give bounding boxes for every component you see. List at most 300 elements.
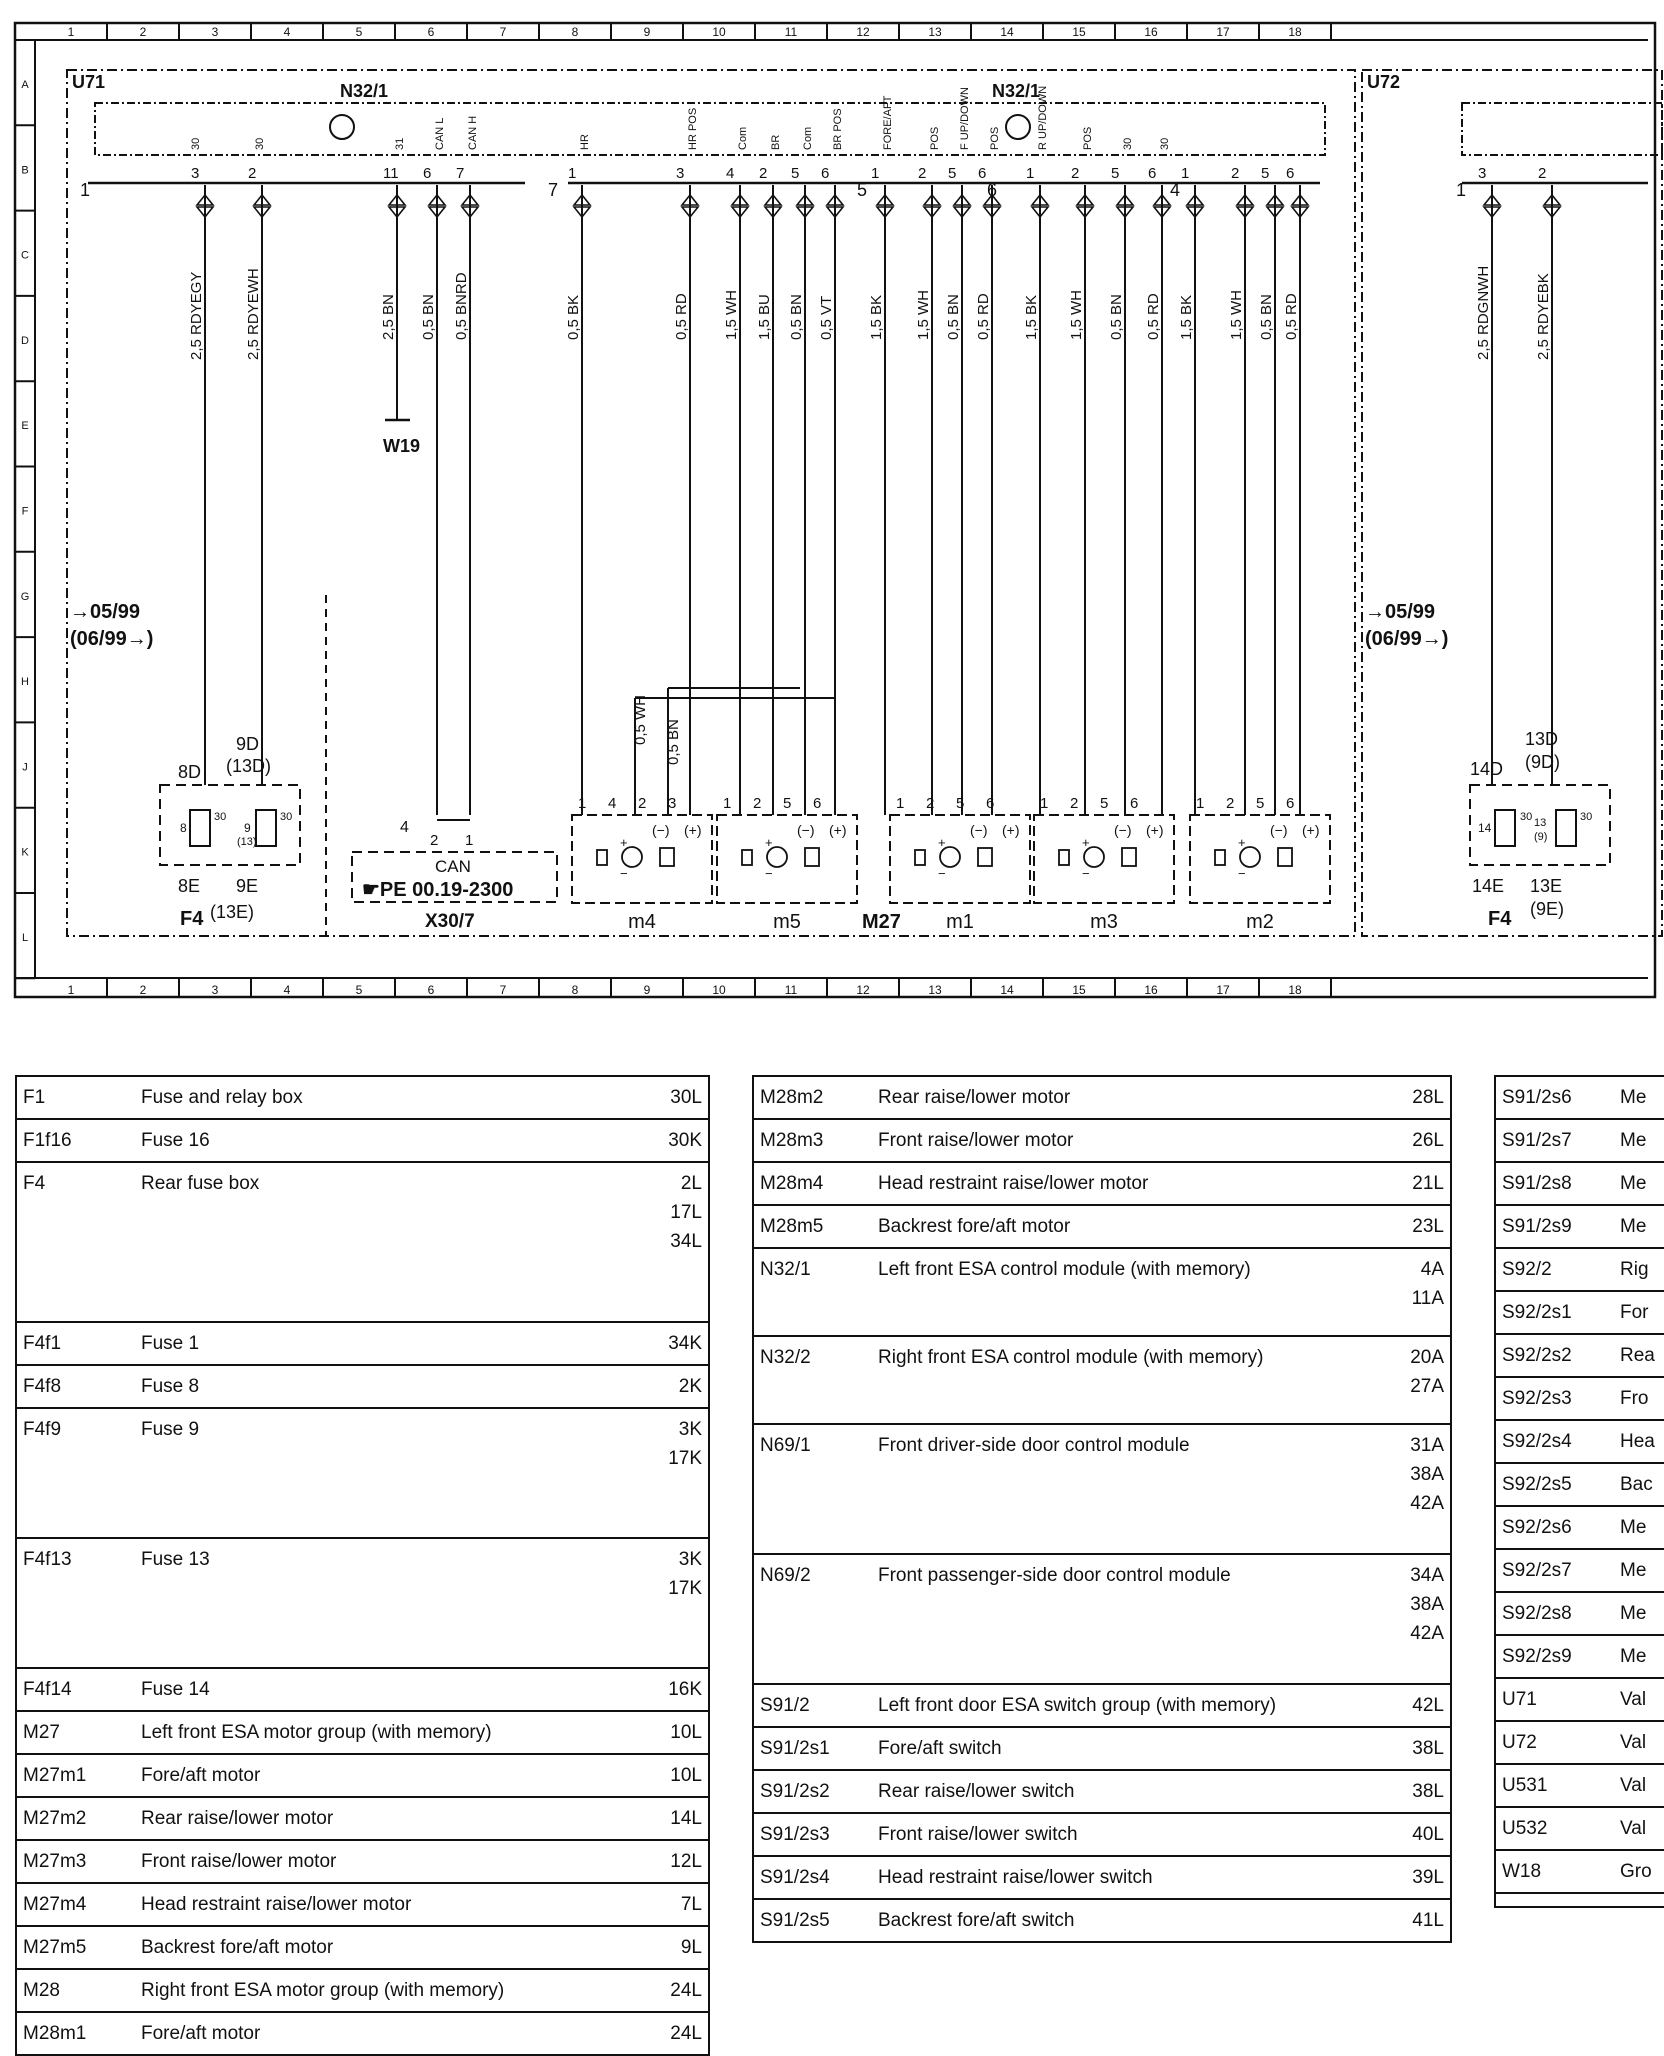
symbol-plus: + (938, 835, 946, 850)
date-from-left: →05/99 (70, 601, 141, 623)
component-code: F1 (23, 1087, 46, 1108)
grid-location (1392, 1900, 1450, 1941)
table-row (754, 1120, 1450, 1163)
grid-location-value: 17K (668, 1448, 702, 1469)
motor-pin-number: 3 (668, 795, 677, 812)
grid-location-value: 12L (670, 1851, 702, 1872)
grid-col-label-bottom: 9 (643, 983, 651, 997)
symbol-neg: (−) (970, 822, 988, 838)
module-pin-name: Com (737, 126, 749, 150)
table-row (1496, 1722, 1664, 1765)
motor-switch-icon (742, 850, 752, 865)
wire-color-label: 2,5 RDYEWH (245, 268, 262, 360)
component-code: N32/2 (760, 1347, 811, 1368)
wire-color-label: 0,5 BN (788, 294, 805, 340)
can-label: CAN (435, 857, 471, 876)
module-pin-name: 30 (1122, 137, 1134, 150)
component-description: Rear raise/lower switch (878, 1781, 1075, 1802)
grid-col-label-top: 6 (427, 25, 435, 39)
grid-col-label-bottom: 4 (283, 983, 291, 997)
date-to-right: (06/99→) (1365, 628, 1449, 650)
motor-pin-number: 5 (1100, 795, 1109, 812)
wire-color-label: 1,5 WH (1068, 289, 1085, 340)
component-code: S92/2s4 (1502, 1431, 1572, 1452)
wire-color-label: 0,5 VT (818, 295, 835, 340)
component-code: F4 (23, 1173, 46, 1194)
module-pin-number: 3 (1478, 165, 1487, 182)
component-description: Right front ESA control module (with memory) (878, 1347, 1264, 1368)
grid-col-label-top: 15 (1072, 25, 1086, 39)
group-number: 6 (987, 180, 998, 200)
module-pin-number: 6 (423, 165, 432, 182)
grid-col-label-top: 7 (499, 25, 507, 39)
component-description: Front raise/lower motor (141, 1851, 337, 1872)
fuse-box-sub: (13E) (210, 902, 255, 922)
symbol-minus: − (765, 866, 773, 881)
grid-col-label-top: 10 (712, 25, 726, 39)
table-row (1496, 1120, 1664, 1163)
module-pin-name: HR POS (687, 107, 699, 150)
motor-icon (1084, 847, 1104, 867)
table-row (1496, 1636, 1664, 1679)
component-description: For (1620, 1302, 1649, 1323)
table-row (1496, 1249, 1664, 1292)
fuse-icon (1495, 810, 1515, 846)
fuse-number: 8 (180, 821, 187, 835)
component-code: M28m2 (760, 1087, 824, 1108)
component-description: Fuse 9 (141, 1419, 200, 1440)
grid-col-label-top: 14 (1000, 25, 1014, 39)
legend-table-1 (15, 1075, 710, 2056)
fuse-box-label: F4 (180, 908, 204, 930)
component-description (1620, 1894, 1664, 1906)
grid-location (650, 1798, 708, 1839)
grid-location (1392, 1814, 1450, 1855)
component-code: M28 (23, 1980, 60, 2001)
grid-location (1392, 1120, 1450, 1161)
module-pin-name: POS (1082, 126, 1094, 150)
table-row (17, 2013, 708, 2056)
table-row (1496, 1378, 1664, 1421)
component-code: S92/2s8 (1502, 1603, 1572, 1624)
grid-location-value: 41L (1412, 1910, 1444, 1931)
component-code: M27m3 (23, 1851, 87, 1872)
module-pin-name: BR (770, 134, 782, 150)
component-code: U71 (1502, 1689, 1537, 1710)
grid-col-label-top: 1 (67, 25, 75, 39)
grid-location (650, 1712, 708, 1753)
motor-label: m2 (1246, 911, 1274, 933)
component-description: Val (1620, 1818, 1647, 1839)
grid-location (1392, 1337, 1450, 1423)
grid-col-label-top: 18 (1288, 25, 1302, 39)
module-pin-name: CAN H (467, 115, 479, 150)
component-description: Front raise/lower switch (878, 1824, 1078, 1845)
wire-color-label: 1,5 WH (723, 289, 740, 340)
table-row (754, 1249, 1450, 1337)
component-code: S91/2s8 (1502, 1173, 1572, 1194)
grid-location (650, 1884, 708, 1925)
component-code: S92/2s1 (1502, 1302, 1572, 1323)
grid-location-value: 3K (678, 1549, 702, 1570)
component-description: Val (1620, 1732, 1647, 1753)
table-row (754, 1077, 1450, 1120)
grid-location-value: 9L (680, 1937, 702, 1958)
component-code: M28m4 (760, 1173, 824, 1194)
component-description: Left front ESA motor group (with memory) (141, 1722, 492, 1743)
grid-location (1392, 1728, 1450, 1769)
fuse-icon (190, 810, 210, 846)
table-row (1496, 1335, 1664, 1378)
grid-location (1392, 1685, 1450, 1726)
component-code: S91/2s7 (1502, 1130, 1572, 1151)
wire-color-label: 1,5 BU (756, 294, 773, 340)
symbol-minus: − (1082, 866, 1090, 881)
grid-location (1392, 1077, 1450, 1118)
grid-col-label-bottom: 18 (1288, 983, 1302, 997)
grid-location (650, 1841, 708, 1882)
module-pin-number: 3 (676, 165, 685, 182)
table-row (1496, 1851, 1664, 1894)
component-description: Fuse 14 (141, 1679, 210, 1700)
grid-location (1392, 1771, 1450, 1812)
component-code: M28m1 (23, 2023, 87, 2044)
table-row (17, 1841, 708, 1884)
module-pin-name: CAN L (434, 117, 446, 150)
module-pin-number: 7 (456, 165, 465, 182)
motor-icon (940, 847, 960, 867)
table-row (17, 1539, 708, 1669)
can-pin: 4 (400, 819, 409, 836)
fuse-pin: 13D (1525, 729, 1559, 749)
wire-color-label: 2,5 RDYEBK (1535, 273, 1552, 360)
grid-location-value: 10L (670, 1722, 702, 1743)
wire-color-label: 0,5 BN (1258, 294, 1275, 340)
grid-location-value: 34K (668, 1333, 702, 1354)
grid-col-label-bottom: 11 (784, 983, 798, 997)
table-row (17, 1163, 708, 1323)
component-description: Fuse 8 (141, 1376, 200, 1397)
fuse-icon (256, 810, 276, 846)
component-code: F4f1 (23, 1333, 62, 1354)
grid-location-value: 23L (1412, 1216, 1444, 1237)
component-description: Head restraint raise/lower switch (878, 1867, 1153, 1888)
wiring-diagram (0, 0, 1648, 1010)
component-code: S92/2s2 (1502, 1345, 1572, 1366)
grid-location-value: 24L (670, 2023, 702, 2044)
component-code: S91/2s6 (1502, 1087, 1572, 1108)
sensor-icon (978, 848, 992, 866)
table-row (17, 1669, 708, 1712)
symbol-pos: (+) (1146, 822, 1164, 838)
module-pin-number: 1 (871, 165, 880, 182)
component-code: F1f16 (23, 1130, 72, 1151)
component-code: M27m1 (23, 1765, 87, 1786)
component-code: S91/2 (760, 1695, 810, 1716)
module-pin-number: 5 (791, 165, 800, 182)
component-code: N69/2 (760, 1565, 811, 1586)
component-description: Me (1620, 1603, 1647, 1624)
module-pin-name: BR POS (832, 108, 844, 150)
grid-location-value: 26L (1412, 1130, 1444, 1151)
motor-pin-number: 5 (783, 795, 792, 812)
grid-location-value: 34L (670, 1231, 702, 1252)
module-pin-name: F UP/DOWN (959, 87, 971, 150)
wire-color-label: 0,5 BN (945, 294, 962, 340)
fuse-number: 30 (1520, 811, 1533, 823)
symbol-neg: (−) (1114, 822, 1132, 838)
grid-location-value: 21L (1412, 1173, 1444, 1194)
component-description: Val (1620, 1689, 1647, 1710)
sensor-icon (805, 848, 819, 866)
table-row (17, 1884, 708, 1927)
grid-row-label: H (21, 676, 29, 689)
component-description: Fuse and relay box (141, 1087, 303, 1108)
module-pin-number: 2 (759, 165, 768, 182)
control-symbol-icon (1006, 115, 1030, 139)
table-row (1496, 1808, 1664, 1851)
component-code: M28m3 (760, 1130, 824, 1151)
motor-pin-number: 2 (1070, 795, 1079, 812)
fuse-pin: (9E) (1530, 899, 1565, 919)
grid-location-value: 38A (1410, 1464, 1444, 1485)
component-code: S92/2s9 (1502, 1646, 1572, 1667)
fuse-pin: (9D) (1525, 752, 1560, 772)
wire-color-label: 0,5 BN (420, 294, 437, 340)
grid-location-value: 30K (668, 1130, 702, 1151)
module-pin-number: 1 (568, 165, 577, 182)
motor-pin-number: 6 (986, 795, 995, 812)
grid-location (1392, 1555, 1450, 1683)
component-code: W18 (1502, 1861, 1542, 1882)
grid-col-label-bottom: 16 (1144, 983, 1158, 997)
module-pin-number: 1 (1026, 165, 1035, 182)
table-row (754, 1163, 1450, 1206)
grid-row-label: D (21, 334, 29, 347)
component-code: U531 (1502, 1775, 1548, 1796)
table-row (17, 1712, 708, 1755)
grid-location (650, 1409, 708, 1537)
fuse-pin: (13D) (226, 756, 272, 776)
table-row (754, 1337, 1450, 1425)
component-code: S92/2s6 (1502, 1517, 1572, 1538)
motor-pin-number: 1 (723, 795, 732, 812)
module-pin-name: POS (929, 126, 941, 150)
fuse-number: 13 (1534, 817, 1547, 829)
grid-col-label-bottom: 7 (499, 983, 507, 997)
table-row (754, 1814, 1450, 1857)
wire-color-label: 0,5 WH (632, 694, 649, 745)
motor-label: m3 (1090, 911, 1118, 933)
grid-col-label-top: 11 (784, 25, 798, 39)
fuse-number: (9) (1534, 831, 1548, 843)
grid-col-label-bottom: 13 (928, 983, 942, 997)
motor-switch-icon (1215, 850, 1225, 865)
sensor-icon (1122, 848, 1136, 866)
group-number: 1 (1456, 180, 1467, 200)
table-row (754, 1728, 1450, 1771)
fuse-pin: 8E (178, 876, 201, 896)
component-description: Backrest fore/aft switch (878, 1910, 1075, 1931)
component-code: M27m2 (23, 1808, 87, 1829)
module-pin-number: 6 (821, 165, 830, 182)
grid-col-label-top: 16 (1144, 25, 1158, 39)
fuse-number: 14 (1478, 821, 1492, 835)
grid-location-value: 28L (1412, 1087, 1444, 1108)
component-code: F4f14 (23, 1679, 72, 1700)
component-code: M27m4 (23, 1894, 87, 1915)
section-label-u71: U71 (72, 72, 106, 92)
module-pin-number: 5 (1111, 165, 1120, 182)
group-number: 5 (857, 180, 868, 200)
component-description: Fore/aft motor (141, 1765, 261, 1786)
wire-color-label: 2,5 RDYEGY (188, 271, 205, 360)
section-label-u72: U72 (1367, 72, 1401, 92)
table-row (754, 1900, 1450, 1943)
table-row (17, 1323, 708, 1366)
grid-col-label-bottom: 2 (139, 983, 147, 997)
component-code: U72 (1502, 1732, 1537, 1753)
fuse-pin: 14D (1470, 759, 1504, 779)
grid-col-label-top: 13 (928, 25, 942, 39)
fuse-number: (13) (237, 836, 257, 848)
grid-location-value: 27A (1410, 1376, 1444, 1397)
grid-location (650, 1323, 708, 1364)
grid-location (650, 1927, 708, 1968)
grid-location-value: 40L (1412, 1824, 1444, 1845)
motor-switch-icon (597, 850, 607, 865)
component-description: Rear fuse box (141, 1173, 260, 1194)
symbol-plus: + (1082, 835, 1090, 850)
motor-label: m4 (628, 911, 656, 933)
module-pin-number: 2 (1071, 165, 1080, 182)
grid-location (650, 2013, 708, 2054)
module-pin-name: 30 (190, 137, 202, 150)
motor-icon (622, 847, 642, 867)
module-pin-number: 2 (1538, 165, 1547, 182)
grid-location-value: 2L (680, 1173, 702, 1194)
component-code: S91/2s2 (760, 1781, 830, 1802)
module-pin-name: 30 (1159, 137, 1171, 150)
date-to-left: (06/99→) (70, 628, 154, 650)
table-row (1496, 1507, 1664, 1550)
grid-location-value: 24L (670, 1980, 702, 2001)
component-description: Val (1620, 1775, 1647, 1796)
grid-location-value: 30L (670, 1087, 702, 1108)
can-pin: 2 (430, 832, 439, 849)
legend-table-2 (752, 1075, 1452, 1943)
symbol-pos: (+) (684, 822, 702, 838)
can-pin: 1 (465, 832, 474, 849)
component-code: N32/1 (760, 1259, 811, 1280)
component-description: Rig (1620, 1259, 1649, 1280)
component-description: Rea (1620, 1345, 1655, 1366)
component-description: Fore/aft switch (878, 1738, 1002, 1759)
table-row (754, 1206, 1450, 1249)
module-pin-number: 3 (191, 165, 200, 182)
module-pin-number: 5 (1261, 165, 1270, 182)
grid-location-value: 39L (1412, 1867, 1444, 1888)
motor-pin-number: 2 (638, 795, 647, 812)
module-pin-name: Com (802, 126, 814, 150)
component-code: N69/1 (760, 1435, 811, 1456)
component-code: S91/2s9 (1502, 1216, 1572, 1237)
group-number: 1 (80, 180, 91, 200)
component-code (1496, 1894, 1620, 1906)
component-description: Fore/aft motor (141, 2023, 261, 2044)
component-description: Rear raise/lower motor (141, 1808, 334, 1829)
wire-color-label: 1,5 BK (1023, 294, 1040, 340)
grid-col-label-bottom: 15 (1072, 983, 1086, 997)
grid-location-value: 38L (1412, 1738, 1444, 1759)
component-description: Me (1620, 1173, 1647, 1194)
table-row (1496, 1550, 1664, 1593)
component-description: Left front door ESA switch group (with memory) (878, 1695, 1277, 1716)
fuse-number: 30 (1580, 811, 1593, 823)
grid-col-label-bottom: 1 (67, 983, 75, 997)
group-number: 7 (548, 180, 559, 200)
grid-col-label-bottom: 17 (1216, 983, 1230, 997)
grid-location-value: 10L (670, 1765, 702, 1786)
component-code: S92/2s3 (1502, 1388, 1572, 1409)
grid-col-label-top: 2 (139, 25, 147, 39)
component-code: S91/2s3 (760, 1824, 830, 1845)
grid-location (650, 1120, 708, 1161)
module-pin-number: 4 (726, 165, 735, 182)
component-description: Head restraint raise/lower motor (141, 1894, 412, 1915)
component-code: F4f13 (23, 1549, 72, 1570)
grid-location-value: 14L (670, 1808, 702, 1829)
motor-pin-number: 1 (896, 795, 905, 812)
diagram-body (67, 70, 1662, 936)
module-label-center: N32/1 (992, 81, 1041, 101)
component-description: Front passenger-side door control module (878, 1565, 1231, 1586)
component-code: F4f8 (23, 1376, 62, 1397)
date-from-right: →05/99 (1365, 601, 1436, 623)
table-row (17, 1755, 708, 1798)
grid-col-label-top: 17 (1216, 25, 1230, 39)
component-description: Me (1620, 1646, 1647, 1667)
can-id: X30/7 (425, 911, 475, 932)
sensor-icon (1278, 848, 1292, 866)
table-row (754, 1857, 1450, 1900)
table-row (754, 1771, 1450, 1814)
motor-pin-number: 6 (1130, 795, 1139, 812)
component-description: Me (1620, 1216, 1647, 1237)
component-description: Front raise/lower motor (878, 1130, 1074, 1151)
component-description: Me (1620, 1130, 1647, 1151)
table-row (17, 1927, 708, 1970)
grid-location-value: 38A (1410, 1594, 1444, 1615)
fuse-pin: 8D (178, 762, 202, 782)
grid-location-value: 42A (1410, 1623, 1444, 1644)
table-row (754, 1685, 1450, 1728)
component-description: Rear raise/lower motor (878, 1087, 1071, 1108)
grid-location-value: 16K (668, 1679, 702, 1700)
wire-color-label: 1,5 WH (1228, 289, 1245, 340)
motor-pin-number: 2 (926, 795, 935, 812)
grid-col-label-bottom: 10 (712, 983, 726, 997)
symbol-pos: (+) (1002, 822, 1020, 838)
module-pin-number: 1 (1181, 165, 1190, 182)
motor-pin-number: 4 (608, 795, 617, 812)
table-row (754, 1425, 1450, 1555)
grid-col-label-bottom: 12 (856, 983, 870, 997)
grid-location (1392, 1425, 1450, 1553)
motor-icon (1240, 847, 1260, 867)
module-pin-number: 6 (1148, 165, 1157, 182)
section-u72-box (1362, 70, 1662, 936)
